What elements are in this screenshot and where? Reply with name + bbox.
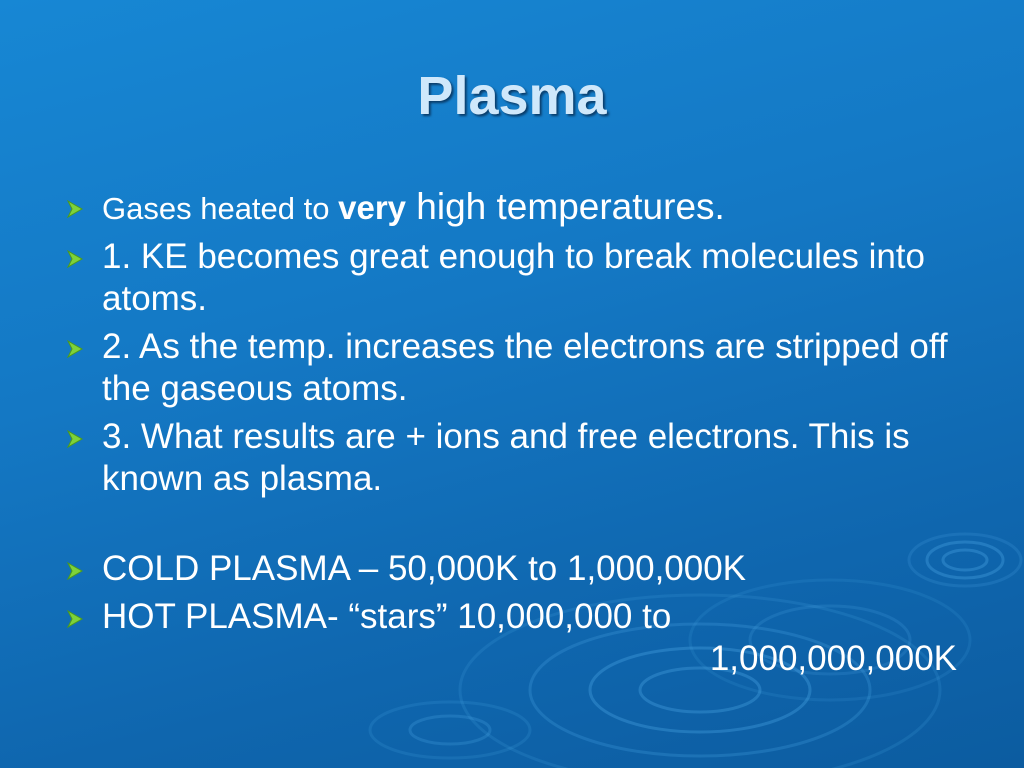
green-arrowhead-icon — [66, 250, 84, 268]
green-arrowhead-icon — [66, 200, 84, 218]
green-arrowhead-icon — [66, 562, 84, 580]
green-arrowhead-icon — [66, 340, 84, 358]
bullet-text-end: high temperatures. — [406, 186, 725, 227]
bullet-text-emphasis: very — [338, 189, 407, 226]
bullet-text: COLD PLASMA – 50,000K to 1,000,000K — [102, 549, 747, 588]
bullet-text: 3. What results are + ions and free electrons. This is known as plasma. — [102, 417, 910, 498]
bullet-text-line1: HOT PLASMA- “stars” 10,000,000 to — [102, 597, 672, 636]
bullet-item — [62, 416, 992, 500]
bullet-text: 1. KE becomes great enough to break molecules into atoms. — [102, 237, 925, 318]
bullet-text: 2. As the temp. increases the electrons are stripped off the gaseous atoms. — [102, 327, 948, 408]
bullet-item — [62, 326, 992, 410]
bullet-text-start: Gases heated to — [102, 191, 339, 226]
slide-title: Plasma — [417, 66, 607, 126]
bullet-item — [62, 596, 992, 680]
green-arrowhead-icon — [66, 430, 84, 448]
bullet-item — [62, 236, 992, 320]
bullet-item — [62, 186, 992, 230]
bullet-list — [62, 186, 992, 686]
green-arrowhead-icon — [66, 610, 84, 628]
bullet-text-line2: 1,000,000,000K — [709, 639, 957, 678]
bullet-item — [62, 548, 992, 590]
